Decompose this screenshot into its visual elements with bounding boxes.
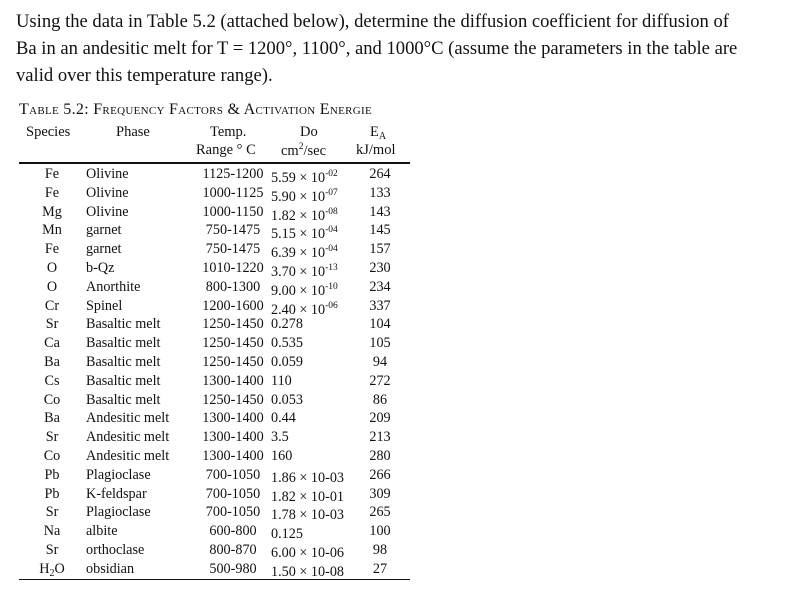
cell-phase: K-feldspar: [86, 485, 147, 502]
cell-species: O: [46, 260, 58, 276]
cell-do: $6.39 \times 10^{-04}$: [271, 244, 338, 262]
cell-ea: 337: [369, 297, 391, 314]
cell-do: 6.00 × 10-06: [271, 545, 345, 561]
cell-temp-range: 1000-1150: [202, 203, 264, 220]
cell-species: Pb: [44, 485, 60, 502]
cell-do: $3.70 \times 10^{-13}$: [271, 263, 338, 280]
cell-phase: garnet: [86, 222, 122, 239]
table-row: [0, 372, 420, 391]
table-row: [0, 466, 420, 485]
cell-species: Co: [43, 448, 61, 464]
cell-phase: b-Qz: [86, 260, 115, 276]
cell-temp-range: 1250-1450: [202, 354, 264, 370]
header-temp-line1: Temp.: [210, 124, 247, 140]
header-species: Species: [26, 124, 71, 140]
cell-ea: 266: [369, 466, 391, 483]
cell-temp-range: 600-800: [209, 523, 257, 540]
question-text: [16, 8, 801, 89]
cell-ea: 234: [369, 278, 391, 295]
cell-do: 110: [271, 372, 292, 389]
cell-phase: orthoclase: [86, 542, 145, 558]
cell-do: 1.50 × 10-08: [271, 563, 345, 580]
cell-species: Pb: [44, 466, 60, 483]
cell-temp-range: 1200-1600: [202, 297, 264, 314]
cell-do: 0.125: [271, 526, 303, 543]
table-row: [0, 278, 420, 297]
table-row: [0, 297, 420, 316]
table-row: [0, 221, 420, 243]
cell-ea: 265: [369, 504, 391, 521]
cell-do: 0.535: [271, 335, 303, 352]
cell-phase: Olivine: [86, 203, 129, 220]
table-row: [0, 522, 420, 541]
table-row: [0, 560, 420, 579]
cell-temp-range: 700-1050: [205, 466, 261, 483]
cell-temp-range: 800-1300: [205, 278, 261, 295]
cell-species: Fe: [44, 166, 60, 182]
cell-do: $1.82 \times 10^{-08}$: [271, 206, 338, 224]
cell-species: Ba: [44, 410, 60, 427]
cell-ea: 133: [369, 184, 391, 201]
cell-do: 160: [271, 448, 293, 464]
cell-phase: Basaltic melt: [86, 354, 161, 370]
cell-do: $5.15 \times 10^{-04}$: [271, 225, 338, 243]
cell-temp-range: 1300-1400: [202, 448, 264, 464]
question-line-3: valid over this temperature range).: [16, 65, 273, 86]
cell-ea: 264: [369, 166, 391, 182]
cell-species: Cr: [44, 297, 60, 314]
cell-phase: Olivine: [86, 184, 129, 201]
cell-species: Fe: [44, 241, 60, 258]
header-ea-line1: $E_A$: [370, 124, 387, 142]
cell-temp-range: 700-1050: [205, 485, 261, 502]
cell-do: $9.00 \times 10^{-10}$: [271, 281, 338, 299]
table-row: [0, 447, 420, 466]
cell-do: $5.59 \times 10^{-02}$: [271, 169, 338, 186]
header-phase: Phase: [116, 124, 150, 140]
cell-ea: 94: [372, 354, 388, 370]
cell-temp-range: 1250-1450: [202, 335, 264, 352]
cell-do: 1.78 × 10-03: [271, 507, 345, 524]
cell-ea: 157: [369, 241, 391, 258]
cell-ea: 105: [369, 335, 391, 352]
cell-ea: 213: [369, 429, 391, 446]
cell-species: O: [46, 278, 58, 295]
cell-do: 0.053: [271, 391, 303, 408]
table-row: [0, 259, 420, 278]
cell-do: 1.82 × 10-01: [271, 488, 345, 505]
table-row: [0, 315, 420, 334]
cell-phase: Basaltic melt: [86, 316, 161, 333]
header-rule: [19, 162, 410, 164]
header-do-line1: Do: [300, 124, 318, 140]
table-row: [0, 334, 420, 353]
cell-do: 0.059: [271, 354, 303, 370]
table-row: [0, 203, 420, 222]
table-caption: Table 5.2: Frequency Factors & Activation Energie: [19, 101, 372, 118]
cell-ea: 143: [369, 203, 391, 220]
cell-phase: Spinel: [86, 297, 123, 314]
table-row: [0, 409, 420, 428]
cell-ea: 309: [369, 485, 391, 502]
table-row: [0, 353, 420, 372]
cell-phase: Basaltic melt: [86, 391, 161, 408]
cell-species: Mg: [42, 203, 62, 220]
table-row: [0, 503, 420, 522]
table-row: [0, 485, 420, 504]
cell-ea: 86: [372, 391, 388, 408]
header-ea-line2: kJ/mol: [356, 142, 396, 158]
cell-temp-range: 800-870: [209, 542, 257, 558]
cell-ea: 100: [369, 523, 391, 540]
header-temp-line2: Range ° C: [196, 142, 256, 158]
cell-temp-range: 1010-1220: [202, 260, 264, 276]
cell-species: Sr: [45, 316, 59, 333]
table-row: [0, 240, 420, 262]
cell-species: Co: [43, 391, 61, 408]
cell-do: 1.86 × 10-03: [271, 469, 345, 486]
cell-temp-range: 1125-1200: [202, 166, 264, 182]
cell-phase: Olivine: [86, 166, 129, 182]
cell-ea: 209: [369, 410, 391, 427]
cell-species: Sr: [45, 504, 59, 521]
header-do-line2: $cm^2/\sec$: [281, 142, 327, 159]
cell-ea: 272: [369, 372, 391, 389]
cell-ea: 98: [372, 542, 388, 558]
cell-temp-range: 1250-1450: [202, 391, 264, 408]
cell-do: 0.278: [271, 316, 303, 333]
cell-do: 3.5: [271, 429, 289, 446]
cell-do: $2.40 \times 10^{-06}$: [271, 300, 338, 318]
cell-phase: Andesitic melt: [86, 429, 170, 446]
cell-species: Ca: [44, 335, 60, 352]
cell-species: Ba: [44, 354, 60, 370]
cell-phase: Plagioclase: [86, 466, 151, 483]
cell-temp-range: 1300-1400: [202, 372, 264, 389]
table-row: [0, 165, 420, 184]
cell-ea: 145: [369, 222, 391, 239]
cell-phase: Basaltic melt: [86, 335, 161, 352]
question-line-2: Ba in an andesitic melt for T = 1200°, 1100°, and 1000°C (assume the parameters in the table are: [16, 38, 738, 59]
cell-temp-range: 500-980: [209, 560, 257, 577]
cell-phase: Plagioclase: [86, 504, 151, 521]
cell-species: Fe: [44, 184, 60, 201]
cell-phase: Andesitic melt: [86, 410, 170, 427]
cell-phase: garnet: [86, 241, 122, 258]
cell-phase: Basaltic melt: [86, 372, 161, 389]
cell-temp-range: 1300-1400: [202, 429, 264, 446]
cell-phase: albite: [86, 523, 118, 540]
cell-species: $H_2O$: [39, 560, 65, 579]
cell-species: Cs: [44, 372, 60, 389]
cell-species: Sr: [45, 542, 59, 558]
cell-do: $5.90 \times 10^{-07}$: [271, 187, 338, 205]
cell-ea: 104: [369, 316, 391, 333]
cell-ea: 27: [372, 560, 388, 577]
cell-phase: obsidian: [86, 560, 135, 577]
cell-temp-range: 1000-1125: [202, 184, 264, 201]
table-row: [0, 541, 420, 560]
table-row: [0, 428, 420, 447]
cell-temp-range: 1300-1400: [202, 410, 264, 427]
cell-phase: Anorthite: [86, 278, 141, 295]
cell-species: Mn: [42, 222, 62, 239]
bottom-rule: [19, 579, 410, 580]
cell-ea: 280: [369, 448, 391, 464]
cell-do: 0.44: [271, 410, 296, 427]
cell-species: Na: [43, 523, 61, 540]
cell-species: Sr: [45, 429, 59, 446]
cell-phase: Andesitic melt: [86, 448, 170, 464]
cell-ea: 230: [369, 260, 391, 276]
cell-temp-range: 1250-1450: [202, 316, 264, 333]
question-line-1: Using the data in Table 5.2 (attached below), determine the diffusion coefficient for diffusion of: [16, 11, 729, 32]
cell-temp-range: 750-1475: [205, 222, 261, 239]
cell-temp-range: 750-1475: [205, 241, 261, 258]
table-row: [0, 184, 420, 203]
cell-temp-range: 700-1050: [205, 504, 261, 521]
table-row: [0, 391, 420, 410]
